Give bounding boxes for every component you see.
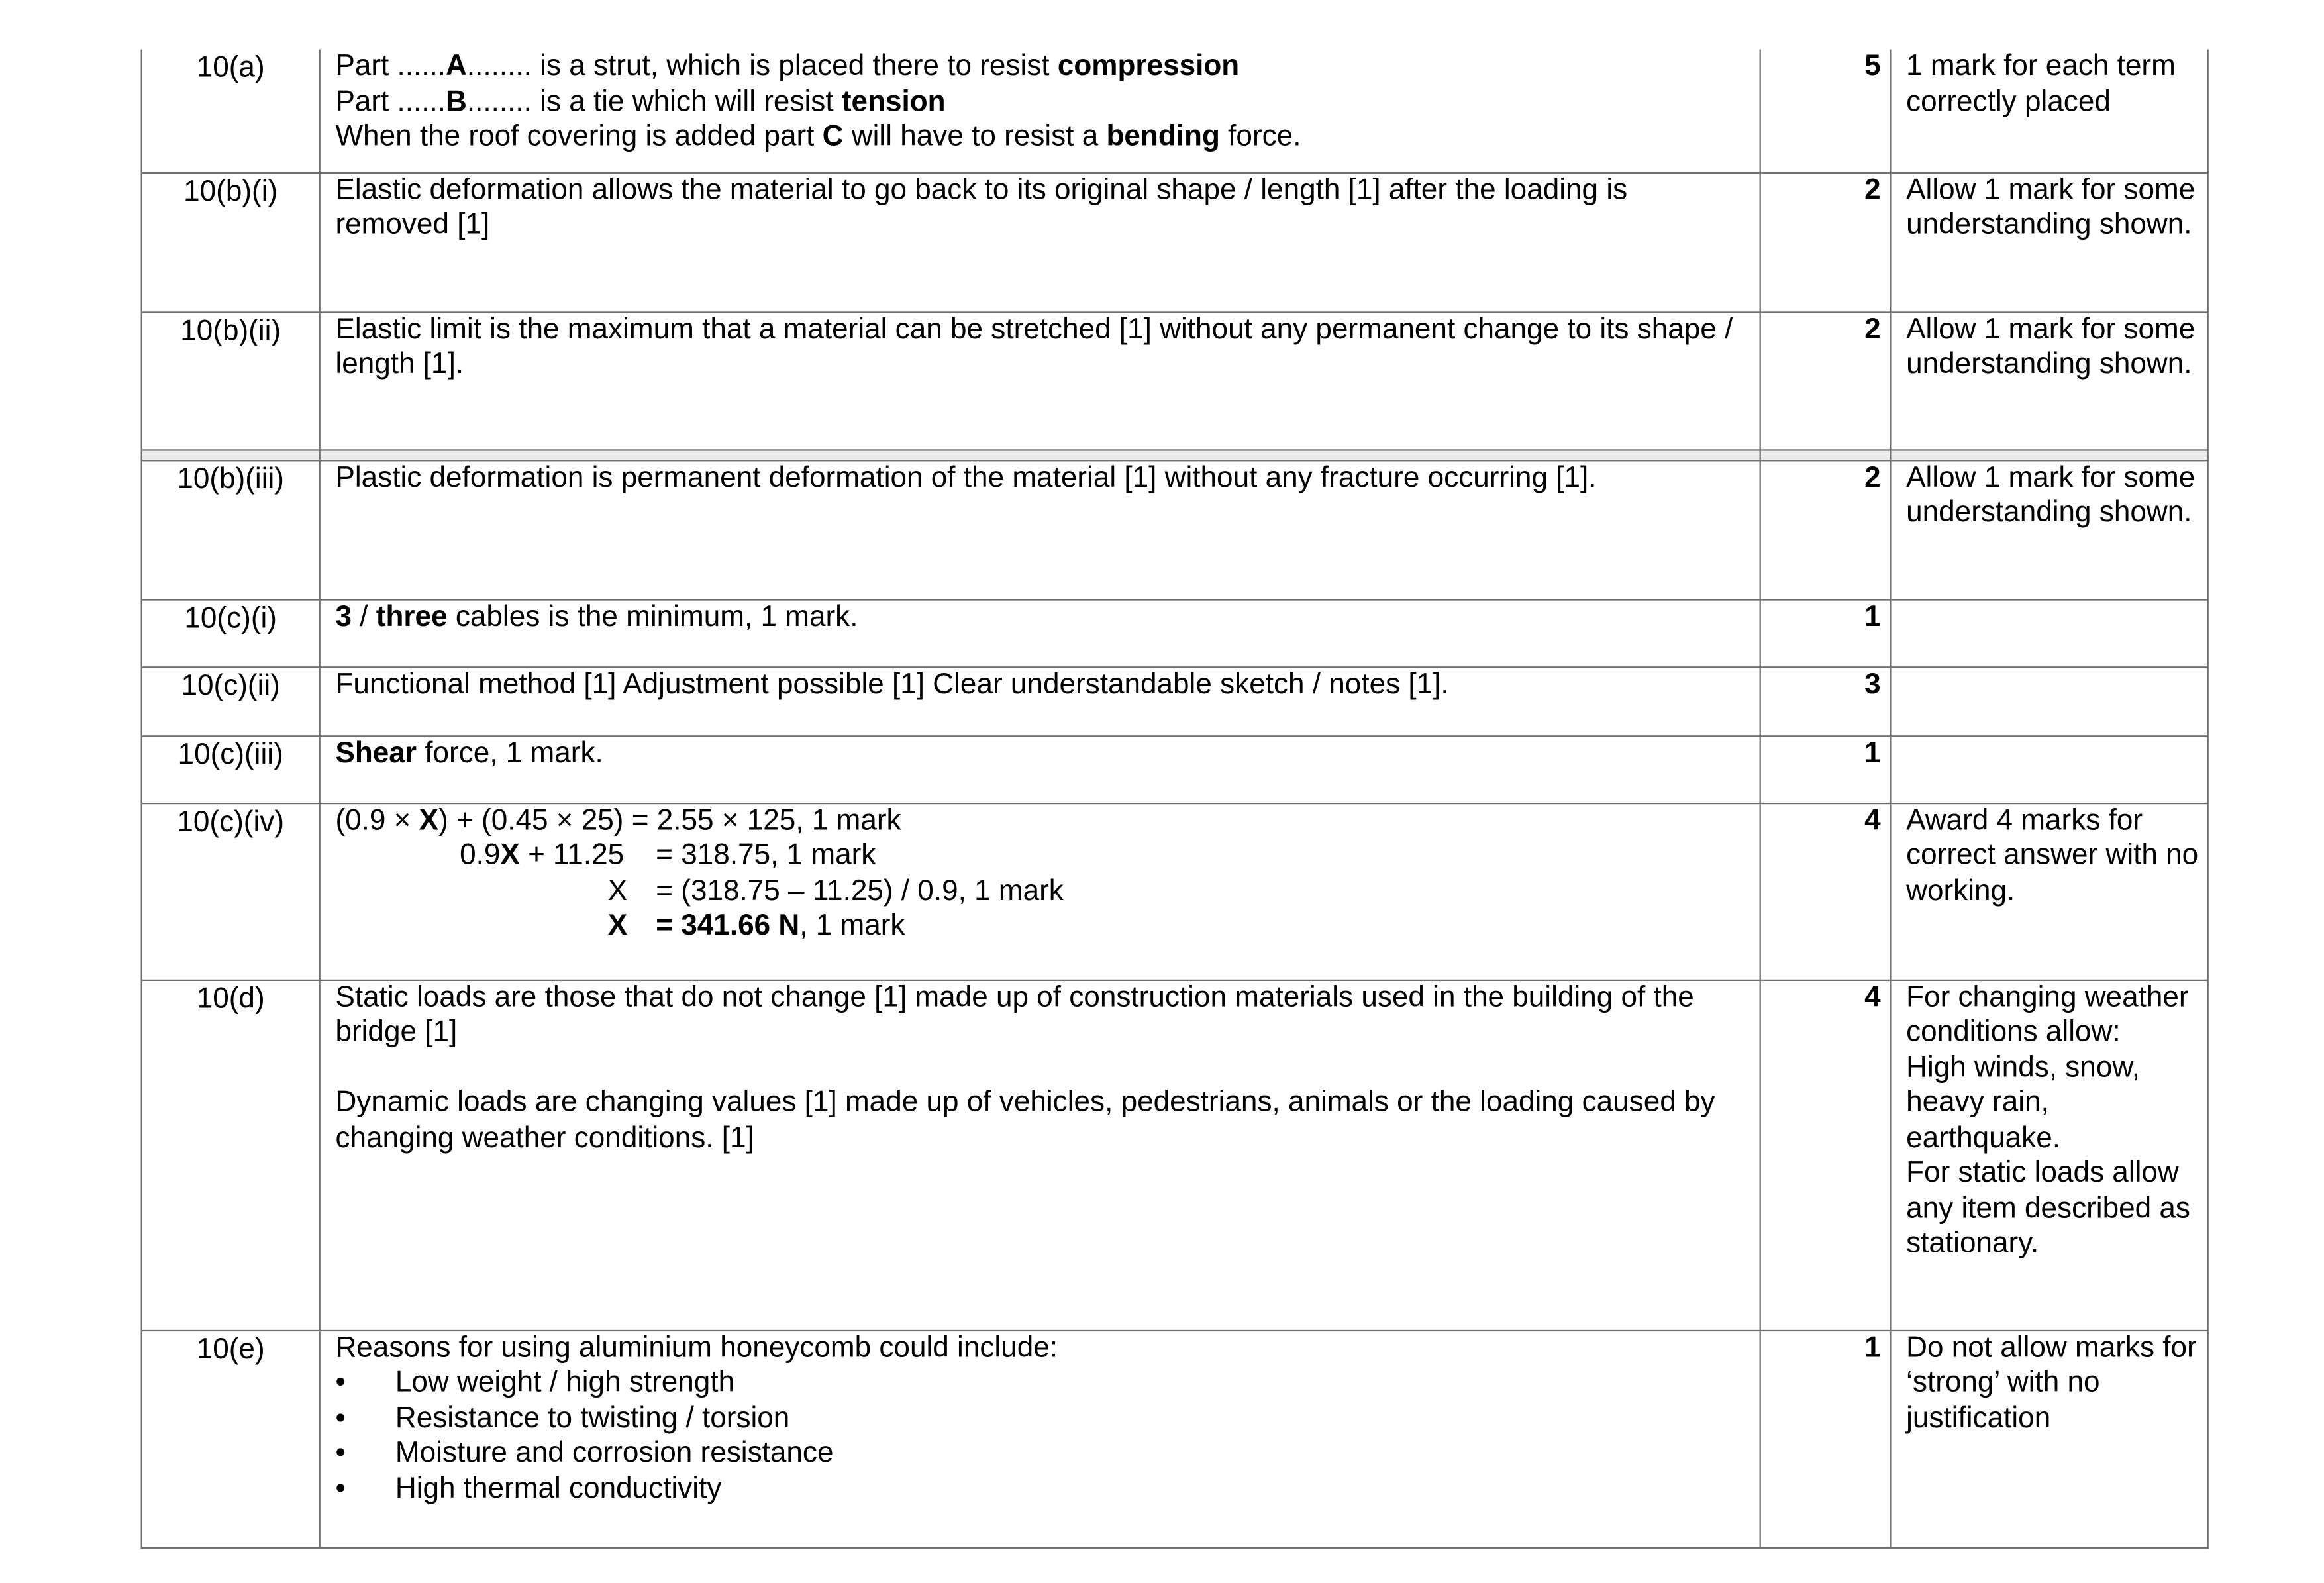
answer-bold: C <box>822 119 844 153</box>
question-number: 10(d) <box>142 980 320 1330</box>
marks-cell: 4 <box>1760 803 1891 980</box>
bullet-text: Moisture and corrosion resistance <box>395 1436 834 1470</box>
question-number: 10(c)(i) <box>142 599 320 666</box>
marks-cell: 4 <box>1760 980 1891 1330</box>
bullet-item <box>335 1436 1747 1471</box>
guidance-cell <box>1890 599 2207 666</box>
answer-bold: Shear <box>335 736 417 770</box>
answer-text: force, 1 mark. <box>416 736 603 770</box>
equation-line: X <box>607 909 628 943</box>
separator-cell <box>1760 449 1891 460</box>
bullet-item <box>335 1401 1747 1436</box>
answer-text: When the roof covering is added part <box>335 119 823 153</box>
table-row <box>142 980 2208 1330</box>
answer-cell <box>320 50 1760 172</box>
question-number: 10(b)(i) <box>142 172 320 311</box>
answer-cell <box>320 803 1760 980</box>
question-number: 10(c)(iii) <box>142 735 320 803</box>
answer-bold: 3 <box>335 599 352 633</box>
guidance-cell: Allow 1 mark for some understanding shown. <box>1890 311 2207 449</box>
table-row <box>142 666 2208 735</box>
answer-text: , 1 mark <box>799 909 905 943</box>
separator-cell <box>1890 449 2207 460</box>
answer-text: 0.9 <box>460 839 501 872</box>
answer-cell <box>320 1330 1760 1547</box>
equation-line <box>460 839 624 874</box>
table-row <box>142 172 2208 311</box>
marks-cell: 1 <box>1760 735 1891 803</box>
working-equations <box>335 803 1747 945</box>
guidance-line: For static loads allow any item described as stationary. <box>1906 1156 2199 1260</box>
answer-text: cables is the minimum, 1 mark. <box>447 599 858 633</box>
answer-paragraph: Static loads are those that do not change [1] made up of construction materials used in the building of the bridge [1] <box>335 980 1703 1048</box>
answer-line <box>335 85 1747 120</box>
table-row <box>142 1330 2208 1547</box>
table-row <box>142 311 2208 449</box>
marks-cell: 1 <box>1760 599 1891 666</box>
equation-line: = 318.75, 1 mark <box>656 839 876 872</box>
answer-cell: Elastic limit is the maximum that a material can be stretched [1] without any permanent change to its shape / length [1]. <box>320 311 1760 449</box>
answer-text: force. <box>1219 119 1301 153</box>
question-number: 10(c)(iv) <box>142 803 320 980</box>
guidance-line: For changing weather conditions allow: <box>1906 980 2197 1048</box>
answer-text: + 11.25 <box>519 839 625 872</box>
question-number: 10(b)(ii) <box>142 311 320 449</box>
marks-cell: 2 <box>1760 311 1891 449</box>
marks-cell: 1 <box>1760 1330 1891 1547</box>
guidance-cell <box>1890 666 2207 735</box>
marks-cell: 3 <box>1760 666 1891 735</box>
table-row <box>142 803 2208 980</box>
guidance-line: High winds, snow, heavy rain, earthquake. <box>1906 1050 2148 1154</box>
bullet-text: Resistance to twisting / torsion <box>395 1401 790 1435</box>
equation-line <box>335 803 901 839</box>
separator-cell <box>142 449 320 460</box>
guidance-cell: Allow 1 mark for some understanding shown. <box>1890 172 2207 311</box>
guidance-cell: Do not allow marks for ‘strong’ with no justification <box>1890 1330 2207 1547</box>
bullet-text: Low weight / high strength <box>395 1366 735 1399</box>
guidance-cell: Allow 1 mark for some understanding shown. <box>1890 460 2207 599</box>
answer-cell <box>320 735 1760 803</box>
question-number: 10(a) <box>142 50 320 172</box>
equation-line: X <box>607 874 628 907</box>
answer-cell <box>320 980 1760 1330</box>
table-row <box>142 50 2208 172</box>
guidance-cell: 1 mark for each term correctly placed <box>1890 50 2207 172</box>
answer-bold: bending <box>1106 119 1220 153</box>
answer-bold: compression <box>1057 49 1240 83</box>
equation-line: = (318.75 – 11.25) / 0.9, 1 mark <box>656 874 1064 907</box>
marks-cell: 2 <box>1760 460 1891 599</box>
answer-text: / <box>351 599 376 633</box>
table-row <box>142 460 2208 599</box>
mark-scheme-table <box>141 50 2209 1548</box>
bullet-icon: • <box>335 1401 346 1435</box>
answer-bold: three <box>376 599 448 633</box>
answer-text: ........ is a strut, which is placed there to resist <box>466 49 1058 83</box>
bullet-icon: • <box>335 1471 346 1505</box>
answer-text: (0.9 × <box>335 803 419 837</box>
answer-text: ........ is a tie which will resist <box>466 84 842 118</box>
answer-bold: = 341.66 N <box>656 909 800 943</box>
answer-cell: Plastic deformation is permanent deformation of the material [1] without any fracture occurring [1]. <box>320 460 1760 599</box>
row-separator <box>142 449 2208 460</box>
question-number: 10(c)(ii) <box>142 666 320 735</box>
answer-line <box>335 120 1747 155</box>
bullet-item <box>335 1472 1747 1507</box>
answer-text: Part ...... <box>335 84 446 118</box>
answer-text: Part ...... <box>335 49 446 83</box>
paragraph-gap <box>335 1050 1747 1086</box>
answer-cell: Functional method [1] Adjustment possible [1] Clear understandable sketch / notes [1]. <box>320 666 1760 735</box>
answer-text: ) + (0.45 × 25) = 2.55 × 125, 1 mark <box>438 803 901 837</box>
bullet-text: High thermal conductivity <box>395 1471 722 1505</box>
table-row <box>142 735 2208 803</box>
answer-bold: tension <box>841 84 946 118</box>
answer-bold: X <box>500 839 520 872</box>
bullet-icon: • <box>335 1436 346 1470</box>
answer-text: will have to resist a <box>843 119 1107 153</box>
guidance-cell <box>1890 980 2207 1330</box>
answer-cell: Elastic deformation allows the material to go back to its original shape / length [1] after the loading is removed [1] <box>320 172 1760 311</box>
question-number: 10(e) <box>142 1330 320 1547</box>
answer-cell <box>320 599 1760 666</box>
answer-bold: X <box>419 803 439 837</box>
guidance-cell <box>1890 735 2207 803</box>
equation-line <box>656 909 905 944</box>
marks-cell: 2 <box>1760 172 1891 311</box>
answer-intro: Reasons for using aluminium honeycomb could include: <box>335 1330 1058 1364</box>
answer-bold: A <box>446 49 467 83</box>
bullet-icon: • <box>335 1366 346 1399</box>
bullet-item <box>335 1366 1747 1401</box>
guidance-cell: Award 4 marks for correct answer with no working. <box>1890 803 2207 980</box>
marks-cell: 5 <box>1760 50 1891 172</box>
separator-cell <box>320 449 1760 460</box>
question-number: 10(b)(iii) <box>142 460 320 599</box>
answer-bold: B <box>446 84 467 118</box>
table-row <box>142 599 2208 666</box>
answer-line <box>335 50 1747 85</box>
answer-paragraph: Dynamic loads are changing values [1] made up of vehicles, pedestrians, animals or the loading caused by changing weather conditions. [1] <box>335 1086 1723 1154</box>
